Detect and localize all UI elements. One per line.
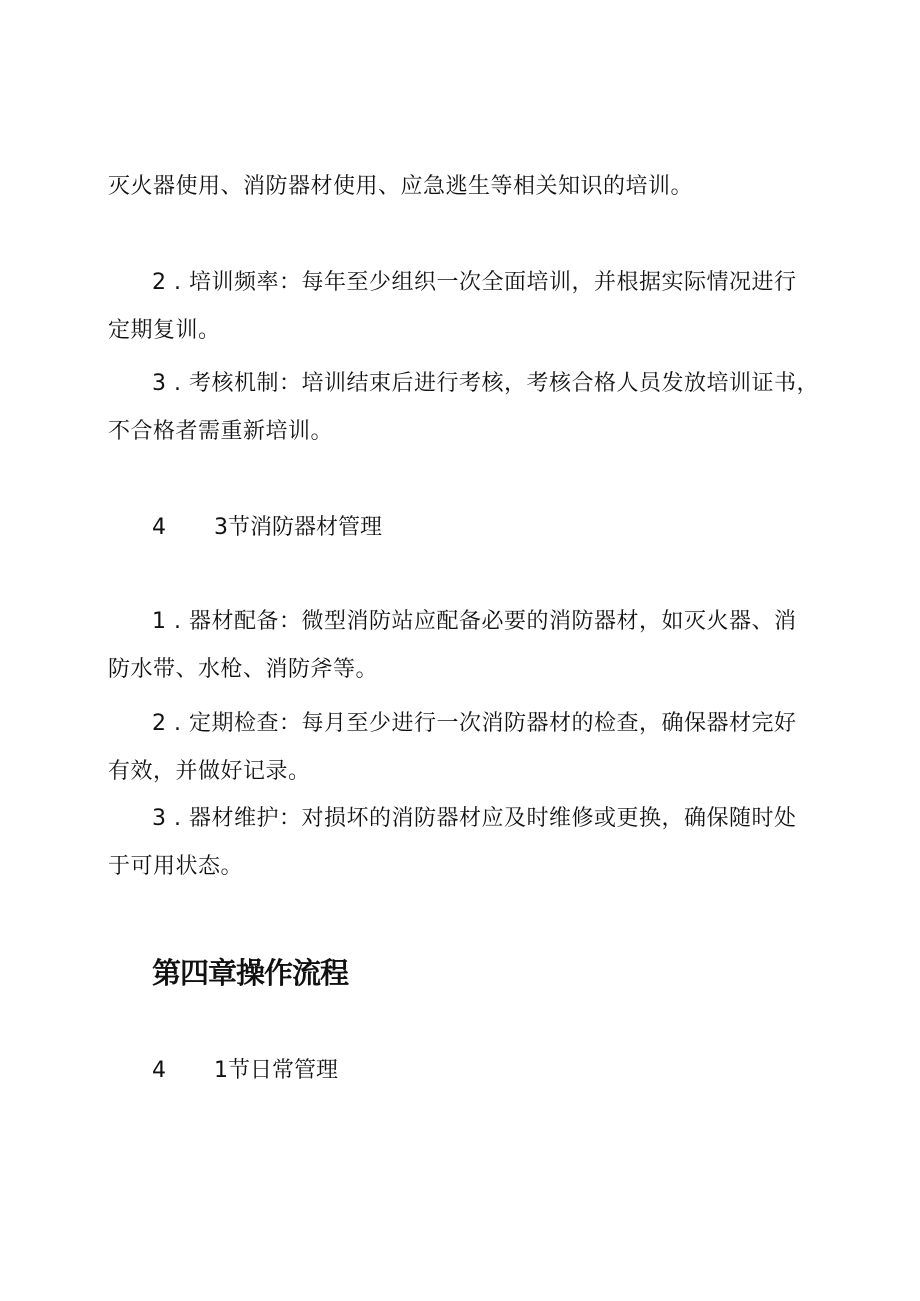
section-number: 4 (152, 1058, 166, 1083)
training-item-3-line1: 3 . 考核机制：培训结束后进行考核，考核合格人员发放培训证书， (152, 371, 819, 396)
chapter-title: 第四章操作流程 (152, 956, 349, 990)
equipment-item-3-line1: 3 . 器材维护：对损坏的消防器材应及时维修或更换，确保随时处 (152, 806, 797, 831)
equipment-item-2-line2: 有效，并做好记录。 (108, 759, 311, 784)
training-item-2-line1: 2 . 培训频率：每年至少组织一次全面培训，并根据实际情况进行 (152, 270, 797, 295)
training-item-3-line2: 不合格者需重新培训。 (108, 419, 334, 444)
equipment-item-1-line2: 防水带、水枪、消防斧等。 (108, 657, 379, 682)
training-item-2-line2: 定期复训。 (108, 318, 221, 343)
continuation-text: 灭火器使用、消防器材使用、应急逃生等相关知识的培训。 (108, 174, 694, 199)
section-title: 1节日常管理 (214, 1058, 338, 1083)
section-title: 3节消防器材管理 (214, 515, 382, 540)
section-heading-4-3 (152, 513, 382, 543)
equipment-item-3-line2: 于可用状态。 (108, 854, 244, 879)
section-heading-4-1 (152, 1056, 338, 1086)
equipment-item-2-line1: 2 . 定期检查：每月至少进行一次消防器材的检查，确保器材完好 (152, 711, 797, 736)
equipment-item-1-line1: 1 . 器材配备：微型消防站应配备必要的消防器材，如灭火器、消 (152, 609, 797, 634)
section-number: 4 (152, 515, 166, 540)
